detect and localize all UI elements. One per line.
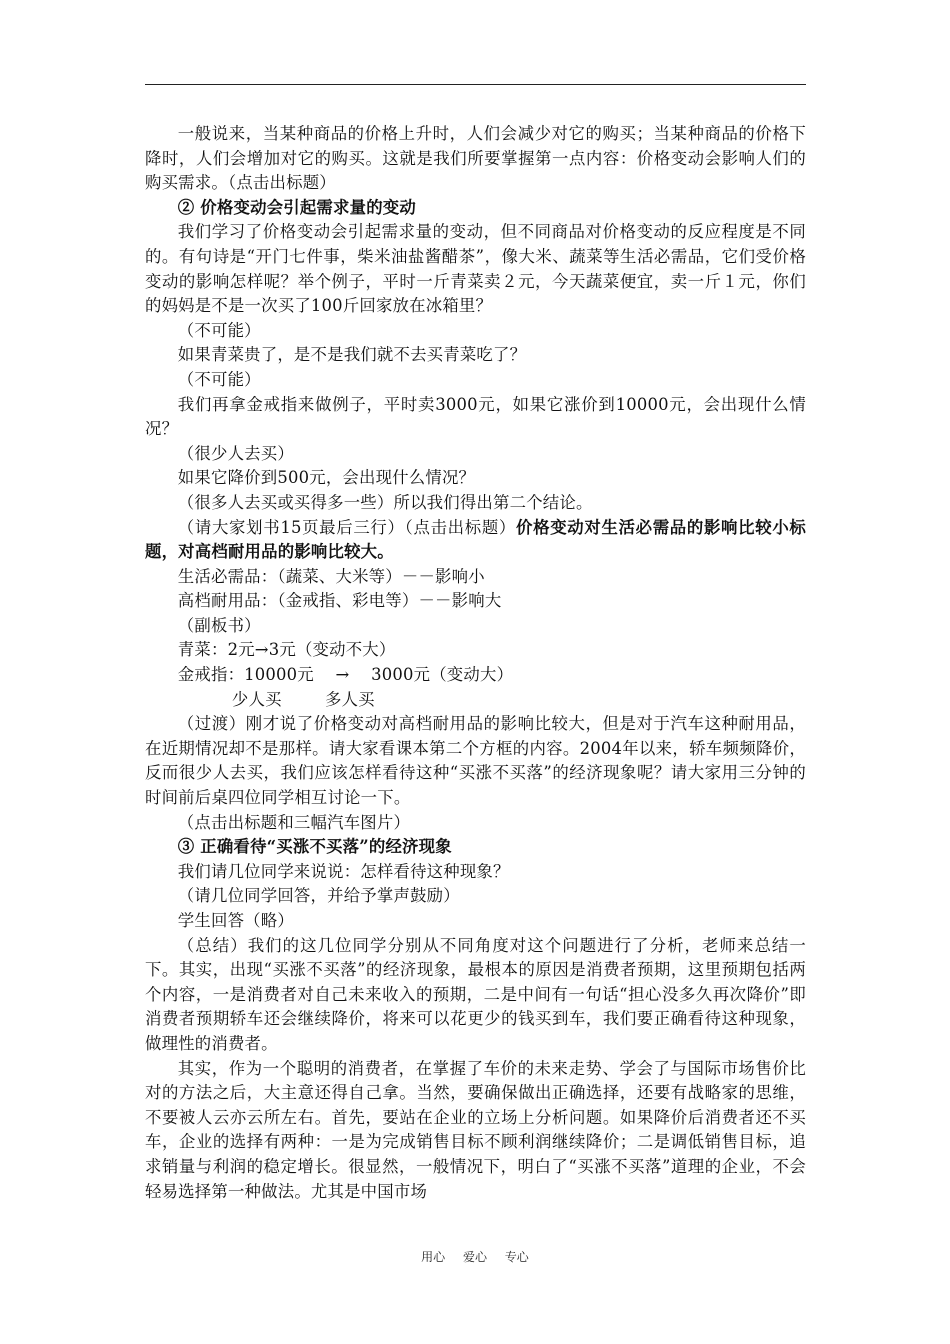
paragraph: （不可能） [177, 369, 261, 389]
paragraph: 青菜：2元→3元（变动不大） [177, 640, 396, 660]
conclusion-text: 价格变动对生活必需品的影响比较小标题，对高档耐用品的影响比较大。 [145, 517, 806, 562]
paragraph: 我们请几位同学来说说：怎样看待这种现象？ [177, 861, 510, 881]
paragraph: 金戒指：10000元 → 3000元（变动大） [177, 665, 514, 685]
header-rule [145, 84, 806, 85]
paragraph: 一般说来，当某种商品的价格上升时，人们会减少对它的购买；当某种商品的价格下降时，人们会增加对它的购买。这就是我们所要掌握第一点内容：价格变动会影响人们的购买需求。（点击出标题） [145, 124, 806, 193]
instruction-text: （请大家划书15页最后三行）（点击出标题） [177, 517, 517, 537]
page-footer: 用心 爱心 专心 [421, 1250, 529, 1264]
paragraph: （点击出标题和三幅汽车图片） [177, 812, 411, 832]
paragraph: 高档耐用品：（金戒指、彩电等）－－影响大 [177, 591, 502, 611]
paragraph: 生活必需品：（蔬菜、大米等）－－影响小 [177, 566, 485, 586]
paragraph: 其实，作为一个聪明的消费者，在掌握了车价的未来走势、学会了与国际市场售价比对的方法之后，大主意还得自己拿。当然，要确保做出正确选择，还要有战略家的思维，不要被人云亦云所左右。首先，要站在企业的立场上分析问题。如果降价后消费者还不买车，企业的选择有两种：一是为完成销售目标不顾利润继续降价；二是调低销售目标，追求销量与利润的稳定增长。很显然，一般情况下，明白了“买涨不买落”道理的企业，不会轻易选择第一种做法。尤其是中国市场 [145, 1058, 806, 1201]
paragraph: （总结）我们的这几位同学分别从不同角度对这个问题进行了分析，老师来总结一下。其实，出现“买涨不买落”的经济现象，最根本的原因是消费者预期，这里预期包括两个内容，一是消费者对自己未来收入的预期，二是中间有一句话“担心没多久再次降价”即消费者预期轿车还会继续降价，将来可以花更少的钱买到车，我们要正确看待这种现象，做理性的消费者。 [145, 935, 806, 1053]
paragraph: （很多人去买或买得多一些）所以我们得出第二个结论。 [177, 492, 593, 512]
section-heading-3: ③ 正确看待“买涨不买落”的经济现象 [177, 837, 452, 857]
paragraph: （不可能） [177, 320, 261, 340]
document-body [145, 122, 806, 1204]
paragraph: 如果它降价到500元，会出现什么情况？ [177, 468, 476, 488]
paragraph: （副板书） [177, 615, 261, 635]
paragraph: 少人买 多人买 [177, 689, 375, 709]
paragraph: 我们学习了价格变动会引起需求量的变动，但不同商品对价格变动的反应程度是不同的。有句诗是“开门七件事，柴米油盐酱醋茶”，像大米、蔬菜等生活必需品，它们受价格变动的影响怎样呢？举个例子，平时一斤青菜卖２元，今天蔬菜便宜，卖一斤１元，你们的妈妈是不是一次买了100斤回家放在冰箱里？ [145, 222, 806, 316]
paragraph: 学生回答（略） [177, 911, 294, 930]
paragraph: （很少人去买） [177, 443, 294, 463]
section-heading-2: ② 价格变动会引起需求量的变动 [177, 197, 416, 217]
paragraph-with-conclusion [145, 516, 806, 565]
paragraph: 我们再拿金戒指来做例子，平时卖3000元，如果它涨价到10000元，会出现什么情况？ [145, 394, 806, 439]
paragraph: 如果青菜贵了，是不是我们就不去买青菜吃了？ [177, 345, 527, 365]
paragraph: （过渡）刚才说了价格变动对高档耐用品的影响比较大，但是对于汽车这种耐用品，在近期情况却不是那样。请大家看课本第二个方框的内容。2004年以来，轿车频频降价，反而很少人去买，我们应该怎样看待这种“买涨不买落”的经济现象呢？请大家用三分钟的时间前后桌四位同学相互讨论一下。 [145, 714, 806, 808]
paragraph: （请几位同学回答，并给予掌声鼓励） [177, 886, 460, 906]
